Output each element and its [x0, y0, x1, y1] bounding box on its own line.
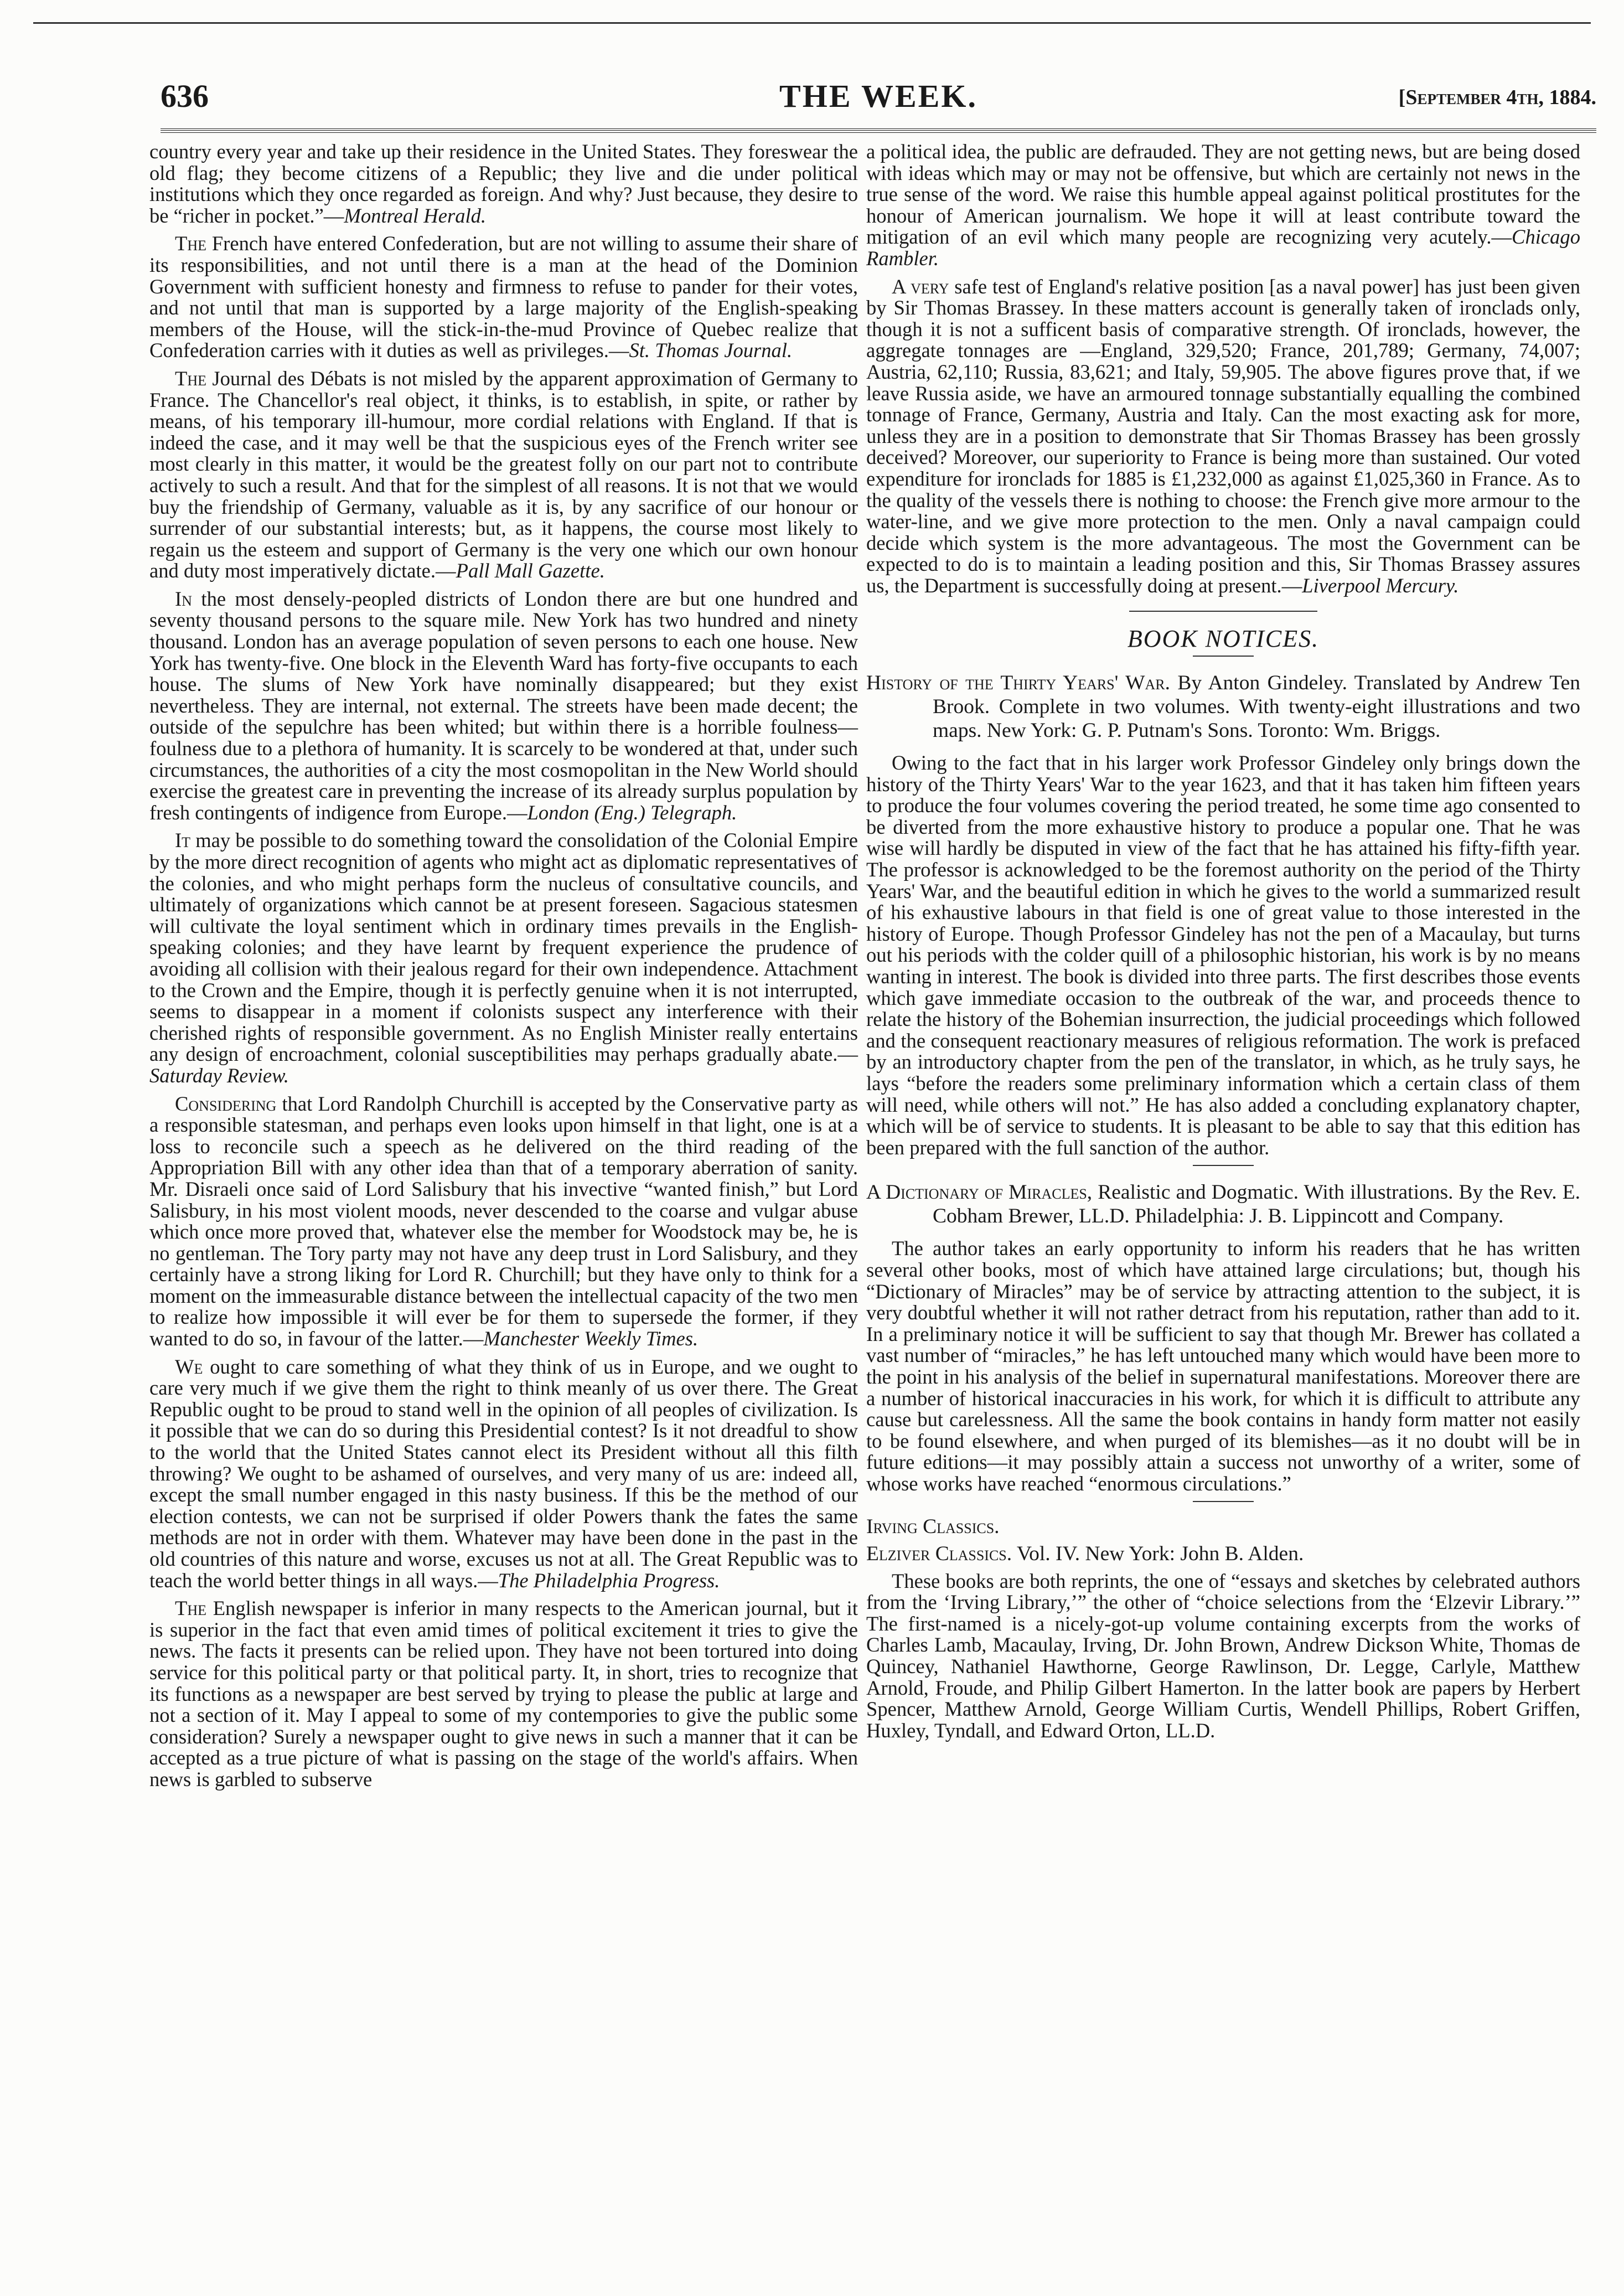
page-number: 636 — [161, 78, 209, 114]
source-citation: London (Eng.) Telegraph. — [527, 801, 737, 824]
source-citation: Montreal Herald. — [344, 204, 487, 227]
article-paragraph: Considering that Lord Randolph Churchill is accepted by the Conservative party as a responsible statesman, and perhaps even looks upon himself in that light, one is at a loss to reconcile such a speech as he delivered on the third reading of the Appropriation Bill with any other idea than that of a temporary aberration of sanity. Mr. Disraeli once said of Lord Salisbury that his invective “wanted finish,” but Lord Salisbury, in his most violent moods, never descended to the coarse and vulgar abuse which once more proved that, whatever else the member for Woodstock may be, he is no gentleman. The Tory party may not have any deep trust in Lord Salisbury, and they certainly have a strong liking for Lord R. Churchill; but they have only to think for a moment on the immeasurable distance between the intellectual capacity of the two men to realize how impossible it will ever be for them to supersede the former, if they wanted to do so, in favour of the latter.—Manchester Weekly Times. — [149, 1092, 858, 1350]
article-paragraph: A very safe test of England's relative position [as a naval power] has just been given by Sir Thomas Brassey. In these matters account is generally taken of ironclads only, though it is not a sufficent basis of comparative strength. Of ironclads, however, the aggregate tonnages are —England, 329,520; France, 201,789; Germany, 74,007; Austria, 62,110; Russia, 83,621; and Italy, 59,905. The above figures prove that, if we leave Russia aside, we have an armoured tonnage substantially equalling the combined tonnage of France, Germany, Austria and Italy. Can the most exacting ask for more, unless they are in a position to demonstrate that Sir Thomas Brassey has been grossly deceived? Moreover, our superiority to France is being more than sustained. Our voted expenditure for ironclads for 1885 is £1,232,000 as against £1,025,360 in France. As to the quality of the vessels there is nothing to choose: the French give more armour to the water-line, and we give more protection to the men. Only a naval campaign could decide which system is the more advantageous. The most the Government can be expected to do is to maintain a leading position and this, Sir Thomas Brassey assures us, the Department is successfully doing at present.—Liverpool Mercury. — [866, 275, 1581, 597]
source-citation: Chicago Rambler. — [866, 225, 1580, 270]
page-header — [161, 78, 1596, 127]
source-citation: St. Thomas Journal. — [629, 339, 793, 362]
book-entry-title: A Dictionary of Miracles, Realistic and Dogmatic. With illustrations. By the Rev. E. Cobham Brewer, LL.D. Philadelphia: J. B. Lippincott and Company. — [866, 1181, 1580, 1228]
header-rule — [161, 128, 1596, 133]
book-entry-title: Elziver Classics. Vol. IV. New York: John B. Alden. — [866, 1542, 1304, 1566]
article-paragraph: In the most densely-peopled districts of London there are but one hundred and seventy thousand persons to the square mile. New York has two hundred and ninety thousand. London has an average population of seven persons to each one house. New York has twenty-five. One block in the Eleventh Ward has forty-five occupants to each house. The slums of New York have nominally disappeared; but they exist nevertheless. They are internal, not external. The streets have been made decent; the outside of the sepulchre has been whited; but within there is a horrible foulness—foulness due to a plethora of humanity. It is scarcely to be wondered at that, under such circumstances, the authorities of a city the most cosmopolitan in the New World should exercise the greatest care in preventing the increase of its already surplus population by fresh contingents of indigence from Europe.—London (Eng.) Telegraph. — [149, 587, 858, 824]
article-paragraph: The French have entered Confederation, but are not willing to assume their share of its responsibilities, and not until there is a man at the head of the Dominion Government with sufficient honesty and firmness to refuse to pander for their votes, and not until that man is supported by a large majority of the English-speaking members of the House, will the stick-in-the-mud Province of Quebec realize that Confederation carries with it duties as well as privileges.—St. Thomas Journal. — [149, 232, 858, 362]
article-paragraph: a political idea, the public are defrauded. They are not getting news, but are being dosed with ideas which may or may not be offensive, but which are certainly not news in the true sense of the word. We raise this humble appeal against political prostitutes for the honour of American journalism. We hope it will at least contribute toward the mitigation of an evil which many people are recognizing very acutely.—Chicago Rambler. — [866, 140, 1580, 270]
right-column — [866, 141, 1580, 1748]
journal-title: THE WEEK. — [779, 78, 977, 114]
article-paragraph: It may be possible to do something toward the consolidation of the Colonial Empire by the more direct recognition of agents who might act as diplomatic representatives of the colonies, and who might perhaps form the nucleus of consultative councils, and ultimately of organizations which cannot be at present foreseen. Sagacious statesmen will cultivate the loyal sentiment which in ordinary times prevails in the English-speaking colonies; and they have learnt by frequent experience the prudence of avoiding all collision with their jealous regard for their own independence. Attachment to the Crown and the Empire, though it is perfectly genuine when it is not interrupted, seems to disappear in a moment if colonists suspect any interference with their cherished rights of responsible government. As no English Minister really entertains any design of encroachment, colonial susceptibilities may perhaps gradually abate.—Saturday Review. — [149, 829, 858, 1087]
book-notices-heading: BOOK NOTICES. — [1127, 625, 1320, 653]
article-paragraph: country every year and take up their residence in the United States. They foreswear the old flag; they become citizens of a Republic; they live and die under political institutions which they once regarded as foreign. And why? Just because, they desire to be “richer in pocket.”—Montreal Herald. — [149, 140, 858, 227]
source-citation: The Philadelphia Progress. — [498, 1568, 720, 1592]
book-review: Owing to the fact that in his larger work Professor Gindeley only brings down the history of the Thirty Years' War to the year 1623, and that it has taken him fifteen years to produce the four volumes covering the period treated, he some time ago consented to be diverted from the more exhaustive history to produce a popular one. That he was wise will hardly be disputed in view of the fact that he has attained his fifty-fifth year. The professor is acknowledged to be the foremost authority on the period of the Thirty Years' War, and the beautiful edition in which he gives to the world a summarized result of his exhaustive labours in that field is one of great value to those interested in the history of Europe. Though Professor Gindeley has not the pen of a Macaulay, but turns out his periods with the colder quill of a philosophic historian, his work is by no means wanting in interest. The book is divided into three parts. The first describes those events which gave immediate occasion to the outbreak of the war, and proceeds thence to relate the history of the Bohemian insurrection, the judicial proceedings which followed and the consequent reactionary measures of religious reformation. The work is prefaced by an introductory chapter from the pen of the translator, in which, as he truly says, he lays “before the readers some preliminary information which a certain class of them will need, while others will not.” He has also added a concluding explanatory chapter, which will be of service to students. It is pleasant to be able to say that this edition has been prepared with the full sanction of the author. — [866, 751, 1580, 1159]
heading-underline — [1193, 656, 1254, 657]
book-review: These books are both reprints, the one of “essays and sketches by celebrated authors from the ‘Irving Library,’” the other of “choice selections from the ‘Elzevir Library.’” The first-named is a nicely-got-up volume containing excerpts from the works of Charles Lamb, Macaulay, Irving, Dr. John Brown, Andrew Dickson White, Thomas de Quincey, Nathaniel Hawthorne, George Rawlinson, Dr. Legge, Carlyle, Matthew Arnold, Froude, and Philip Gilbert Hamerton. In the latter book are papers by Herbert Spencer, Matthew Arnold, George William Curtis, Wendell Phillips, Robert Griffen, Huxley, Tyndall, and Edward Orton, LL.D. — [866, 1569, 1580, 1742]
top-edge-rule — [33, 22, 1591, 24]
article-paragraph: We ought to care something of what they think of us in Europe, and we ought to care very much if we give them the right to think meanly of us over there. The Great Republic ought to be proud to stand well in the opinion of all peoples of civilization. Is it possible that we can do so during this Presidential contest? Is it not dreadful to show to the world that the United States cannot elect its President without all this filth throwing? We ought to be ashamed of ourselves, and very many of us are: indeed all, except the small number engaged in this nasty business. If this be the method of our election contests, we can not be surprised if older Powers thank the fates the same methods are not in order with them. Whatever may have been done in the past in the old countries of this nature and worse, excuses us not at all. The Great Republic was to teach the world better things in all ways.—The Philadelphia Progress. — [149, 1355, 858, 1592]
source-citation: Liverpool Mercury. — [1302, 574, 1459, 597]
source-citation: Manchester Weekly Times. — [483, 1327, 699, 1350]
book-review: The author takes an early opportunity to inform his readers that he has written several other books, most of which have attained large circulations; but, though his “Dictionary of Miracles” may be of service by attracting attention to the subject, it is very doubtful whether it will not rather detract from his reputation, rather than add to it. In a preliminary notice it will be sufficient to say that though Mr. Brewer has collated a vast number of “miracles,” he has left untouched many which would have been more to the point in his analysis of the belief in supernatural manifestations. Moreover there are a number of historical inaccuracies in his work, for which it is difficult to attribute any cause but carelessness. All the same the book contains in handy form matter not easily to be found elsewhere, and when purged of its blemishes—as it no doubt will be in future editions—it may possibly attain a success not unworthy of a writer, some of whose works have reached “enormous circulations.” — [866, 1237, 1580, 1495]
review-divider — [1193, 1165, 1254, 1166]
book-entry-title: History of the Thirty Years' War. By Anton Gindeley. Translated by Andrew Ten Brook. Complete in two volumes. With twenty-eight illustrations and two maps. New York: G. P. Putnam's Sons. Toronto: Wm. Briggs. — [866, 672, 1580, 742]
article-paragraph: The Journal des Débats is not misled by the apparent approximation of Germany to France. The Chancellor's real object, it thinks, is to establish, in spite, or rather by means, of his temporary ill-humour, more cordial relations with England. If that is indeed the case, and it may well be that the suspicious eyes of the French writer see most clearly in this matter, it would be the greatest folly on our part not to contribute actively to such a result. And that for the simplest of all reasons. It is not that we would buy the friendship of Germany, valuable as it is, by any sacrifice of our honour or surrender of our substantial interests; but, as it happens, the course most likely to regain us the esteem and support of Germany is the very one which our own honour and duty most imperatively dictate.—Pall Mall Gazette. — [149, 367, 858, 582]
book-entry-title: Irving Classics. — [866, 1515, 1000, 1539]
review-divider — [1193, 1501, 1254, 1502]
article-paragraph: The English newspaper is inferior in many respects to the American journal, but it is superior in the fact that even amid times of political excitement it tries to give the news. The facts it presents can be relied upon. They have not been tortured into doing service for this political party or that political party. It, in short, tries to recognize that its functions as a newspaper are best served by trying to please the public at large and not a section of it. May I appeal to some of my contempories to give the public some consideration? Surely a newspaper ought to give news in such a manner that it can be accepted as a true picture of what is passing on the stage of the world's affairs. When news is garbled to subserve — [149, 1597, 858, 1791]
source-citation: Pall Mall Gazette. — [456, 559, 605, 582]
issue-date: [September 4th, 1884. — [1398, 86, 1596, 109]
left-column — [149, 141, 858, 1797]
source-citation: Saturday Review. — [149, 1064, 289, 1087]
section-divider — [1129, 611, 1317, 612]
